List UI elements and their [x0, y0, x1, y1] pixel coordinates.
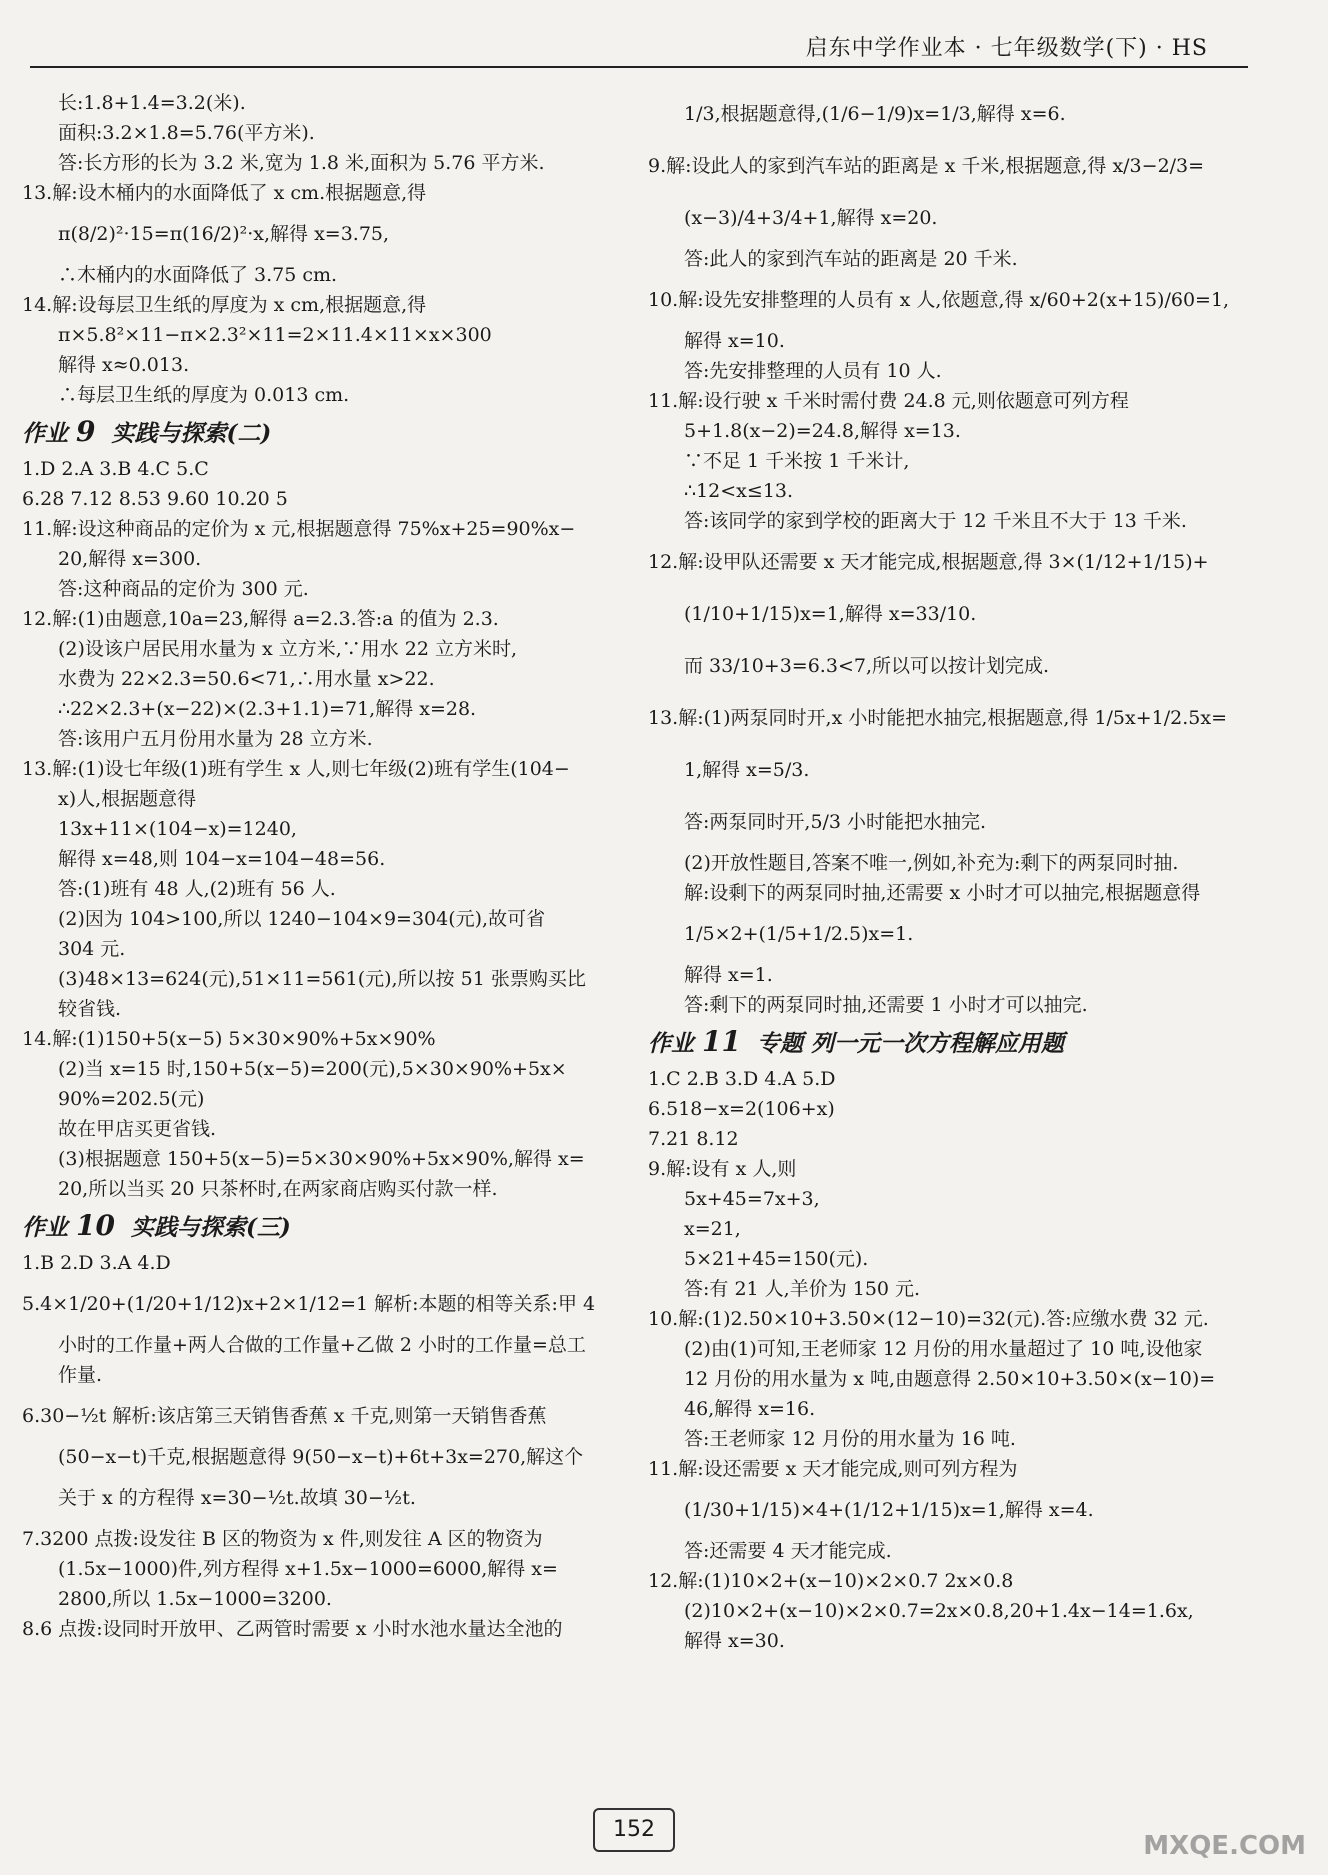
text-line: 答:先安排整理的人员有 10 人.	[684, 360, 942, 382]
text-line: 8.6 点拨:设同时开放甲、乙两管时需要 x 小时水池水量达全池的	[22, 1618, 563, 1640]
text-line: 答:还需要 4 天才能完成.	[684, 1540, 892, 1562]
text-line: 46,解得 x=16.	[684, 1398, 816, 1420]
text-line: 解得 x=30.	[684, 1630, 785, 1652]
text-line: 10.解:设先安排整理的人员有 x 人,依题意,得 x/60+2(x+15)/60=1,	[648, 289, 1230, 311]
text-line: 关于 x 的方程得 x=30−½t.故填 30−½t.	[58, 1487, 416, 1509]
text-line: x=21,	[684, 1218, 741, 1240]
section-title: 实践与探索(二)	[111, 420, 272, 447]
text-line: 13.解:(1)两泵同时开,x 小时能把水抽完,根据题意,得 1/5x+1/2.5x=	[648, 707, 1228, 729]
text-line: 较省钱.	[58, 998, 122, 1020]
text-line: 答:王老师家 12 月份的用水量为 16 吨.	[684, 1428, 1016, 1450]
text-line: π×5.8²×11−π×2.3²×11=2×11.4×11×x×300	[58, 324, 492, 346]
text-line: (3)根据题意 150+5(x−5)=5×30×90%+5x×90%,解得 x=	[58, 1148, 585, 1170]
text-line: ∴22×2.3+(x−22)×(2.3+1.1)=71,解得 x=28.	[58, 698, 477, 720]
text-line: 故在甲店买更省钱.	[58, 1118, 217, 1140]
text-line: (2)因为 104>100,所以 1240−104×9=304(元),故可省	[58, 908, 546, 930]
text-line: (2)当 x=15 时,150+5(x−5)=200(元),5×30×90%+5x×	[58, 1058, 567, 1080]
text-line: (1/10+1/15)x=1,解得 x=33/10.	[684, 603, 977, 625]
text-line: 解得 x=48,则 104−x=104−48=56.	[58, 848, 386, 870]
section-title: 专题 列一元一次方程解应用题	[757, 1030, 1065, 1057]
text-line: ∴12<x≤13.	[684, 480, 794, 502]
text-line: 6.28 7.12 8.53 9.60 10.20 5	[22, 488, 288, 510]
text-line: 解:设剩下的两泵同时抽,还需要 x 小时才可以抽完,根据题意得	[684, 882, 1201, 904]
text-line: 水费为 22×2.3=50.6<71,∴用水量 x>22.	[58, 668, 435, 690]
text-line: 20,所以当买 20 只茶杯时,在两家商店购买付款一样.	[58, 1178, 498, 1200]
text-line: (1.5x−1000)件,列方程得 x+1.5x−1000=6000,解得 x=	[58, 1558, 558, 1580]
text-line: (1/30+1/15)×4+(1/12+1/15)x=1,解得 x=4.	[684, 1499, 1094, 1521]
text-line: 11.解:设行驶 x 千米时需付费 24.8 元,则依题意可列方程	[648, 390, 1129, 412]
text-line: 答:该同学的家到学校的距离大于 12 千米且不大于 13 千米.	[684, 510, 1187, 532]
text-line: 12 月份的用水量为 x 吨,由题意得 2.50×10+3.50×(x−10)=	[684, 1368, 1216, 1390]
text-line: 1.D 2.A 3.B 4.C 5.C	[22, 458, 209, 480]
text-line: (x−3)/4+3/4+1,解得 x=20.	[684, 207, 938, 229]
text-line: 答:(1)班有 48 人,(2)班有 56 人.	[58, 878, 336, 900]
text-line: π(8/2)²·15=π(16/2)²·x,解得 x=3.75,	[58, 223, 390, 245]
text-line: (2)由(1)可知,王老师家 12 月份的用水量超过了 10 吨,设他家	[684, 1338, 1203, 1360]
section-label: 作业	[648, 1030, 694, 1057]
text-line: 13x+11×(104−x)=1240,	[58, 818, 297, 840]
text-line: 9.解:设此人的家到汽车站的距离是 x 千米,根据题意,得 x/3−2/3=	[648, 155, 1205, 177]
text-line: 12.解:(1)由题意,10a=23,解得 a=2.3.答:a 的值为 2.3.	[22, 608, 499, 630]
text-line: 7.3200 点拨:设发往 B 区的物资为 x 件,则发往 A 区的物资为	[22, 1528, 543, 1550]
text-line: (2)设该户居民用水量为 x 立方米,∵用水 22 立方米时,	[58, 638, 518, 660]
right-column	[648, 88, 1248, 1656]
text-line: ∴木桶内的水面降低了 3.75 cm.	[58, 264, 338, 286]
text-line: 20,解得 x=300.	[58, 548, 202, 570]
text-line: 14.解:设每层卫生纸的厚度为 x cm,根据题意,得	[22, 294, 427, 316]
text-line: 5x+45=7x+3,	[684, 1188, 820, 1210]
text-line: 答:剩下的两泵同时抽,还需要 1 小时才可以抽完.	[684, 994, 1088, 1016]
text-line: 5×21+45=150(元).	[684, 1248, 869, 1270]
text-line: 答:该用户五月份用水量为 28 立方米.	[58, 728, 373, 750]
section-heading-10	[22, 1206, 632, 1246]
text-line: (2)开放性题目,答案不唯一,例如,补充为:剩下的两泵同时抽.	[684, 852, 1179, 874]
text-line: 9.解:设有 x 人,则	[648, 1158, 797, 1180]
text-line: x)人,根据题意得	[58, 788, 197, 810]
text-line: 解得 x=10.	[684, 330, 785, 352]
section-label: 作业	[22, 1214, 68, 1241]
left-block-3	[22, 1248, 632, 1644]
text-line: 90%=202.5(元)	[58, 1088, 205, 1110]
right-block-2	[648, 1064, 1248, 1656]
section-heading-9	[22, 412, 632, 452]
page-header: 启东中学作业本 · 七年级数学(下) · HS	[30, 30, 1248, 68]
text-line: 1/5×2+(1/5+1/2.5)x=1.	[684, 923, 914, 945]
text-line: 答:这种商品的定价为 300 元.	[58, 578, 309, 600]
text-line: 1,解得 x=5/3.	[684, 759, 810, 781]
text-line: (50−x−t)千克,根据题意得 9(50−x−t)+6t+3x=270,解这个	[58, 1446, 584, 1468]
text-line: 答:两泵同时开,5/3 小时能把水抽完.	[684, 811, 987, 833]
section-label: 作业	[22, 420, 68, 447]
text-line: 2800,所以 1.5x−1000=3200.	[58, 1588, 332, 1610]
text-line: 13.解:(1)设七年级(1)班有学生 x 人,则七年级(2)班有学生(104−	[22, 758, 570, 780]
right-block-1	[648, 88, 1248, 1020]
text-line: 14.解:(1)150+5(x−5) 5×30×90%+5x×90%	[22, 1028, 436, 1050]
watermark-logo: MXQE.COM	[1143, 1831, 1306, 1861]
left-block-2	[22, 454, 632, 1204]
text-line: 6.30−½t 解析:该店第三天销售香蕉 x 千克,则第一天销售香蕉	[22, 1405, 547, 1427]
text-line: (3)48×13=624(元),51×11=561(元),所以按 51 张票购买比	[58, 968, 586, 990]
text-line: 12.解:设甲队还需要 x 天才能完成,根据题意,得 3×(1/12+1/15)+	[648, 551, 1209, 573]
text-line: 5+1.8(x−2)=24.8,解得 x=13.	[684, 420, 961, 442]
text-line: 而 33/10+3=6.3<7,所以可以按计划完成.	[684, 655, 1050, 677]
page-number: 152	[593, 1808, 675, 1852]
text-line: 答:此人的家到汽车站的距离是 20 千米.	[684, 248, 1018, 270]
text-line: ∴每层卫生纸的厚度为 0.013 cm.	[58, 384, 350, 406]
text-line: 11.解:设还需要 x 天才能完成,则可列方程为	[648, 1458, 1018, 1480]
left-column	[22, 88, 632, 1644]
left-block-1	[22, 88, 632, 410]
section-heading-11	[648, 1022, 1248, 1062]
text-line: 面积:3.2×1.8=5.76(平方米).	[58, 122, 315, 144]
text-line: ∵不足 1 千米按 1 千米计,	[684, 450, 910, 472]
text-line: 6.518−x=2(106+x)	[648, 1098, 835, 1120]
text-line: 小时的工作量+两人合做的工作量+乙做 2 小时的工作量=总工	[58, 1334, 586, 1356]
text-line: 5.4×1/20+(1/20+1/12)x+2×1/12=1 解析:本题的相等关系:甲 4	[22, 1293, 596, 1315]
section-number: 11	[702, 1025, 741, 1058]
text-line: 1.C 2.B 3.D 4.A 5.D	[648, 1068, 836, 1090]
text-line: 答:有 21 人,羊价为 150 元.	[684, 1278, 921, 1300]
text-line: 7.21 8.12	[648, 1128, 739, 1150]
text-line: 12.解:(1)10×2+(x−10)×2×0.7 2x×0.8	[648, 1570, 1014, 1592]
text-line: 13.解:设木桶内的水面降低了 x cm.根据题意,得	[22, 182, 427, 204]
section-number: 10	[76, 1209, 115, 1242]
text-line: 304 元.	[58, 938, 126, 960]
section-title: 实践与探索(三)	[131, 1214, 291, 1241]
text-line: 解得 x=1.	[684, 964, 773, 986]
text-line: 长:1.8+1.4=3.2(米).	[58, 92, 246, 114]
text-line: 作量.	[58, 1364, 103, 1386]
section-number: 9	[76, 415, 96, 448]
text-line: 1/3,根据题意得,(1/6−1/9)x=1/3,解得 x=6.	[684, 103, 1066, 125]
text-line: 10.解:(1)2.50×10+3.50×(12−10)=32(元).答:应缴水费 32 元.	[648, 1308, 1209, 1330]
text-line: 解得 x≈0.013.	[58, 354, 190, 376]
text-line: 1.B 2.D 3.A 4.D	[22, 1252, 171, 1274]
text-line: 答:长方形的长为 3.2 米,宽为 1.8 米,面积为 5.76 平方米.	[58, 152, 545, 174]
text-line: 11.解:设这种商品的定价为 x 元,根据题意得 75%x+25=90%x−	[22, 518, 576, 540]
text-line: (2)10×2+(x−10)×2×0.7=2x×0.8,20+1.4x−14=1.6x,	[684, 1600, 1194, 1622]
